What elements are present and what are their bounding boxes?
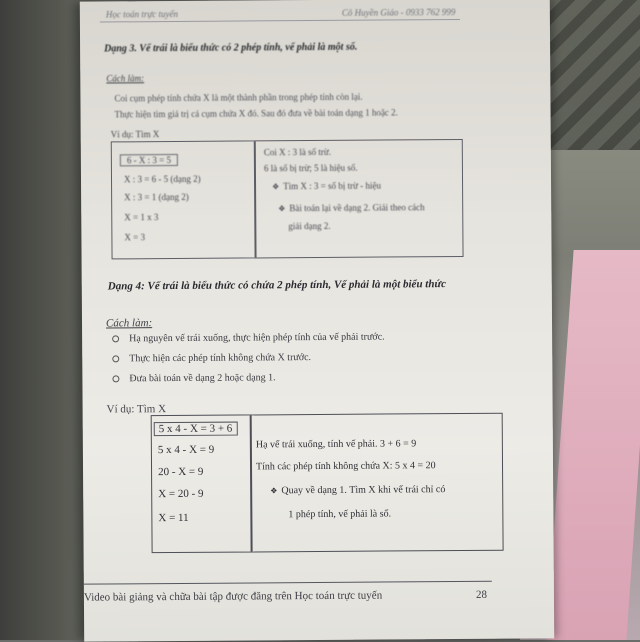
explanation-text: Tìm X : 3 = số bị trừ - hiệu xyxy=(283,180,381,192)
example-line: X : 3 = 1 (dạng 2) xyxy=(124,191,189,203)
explanation-line: 6 là số bị trừ; 5 là hiệu số. xyxy=(263,162,358,174)
footer-text: Video bài giảng và chữa bài tập được đăng trên Học toán trực tuyến xyxy=(83,589,383,604)
section-4-title: Dạng 4: Vế trái là biểu thức có chứa 2 phép tính, Vế phải là một biểu thức xyxy=(107,278,446,293)
section-3-example-box xyxy=(111,139,464,259)
example-line: X : 3 = 6 - 5 (dạng 2) xyxy=(123,173,201,185)
explanation-line xyxy=(270,484,445,496)
explanation-line: Tính các phép tính không chứa X: 5 x 4 = 20 xyxy=(255,460,436,473)
header-right-text: Cô Huyền Giáo - 0933 762 999 xyxy=(341,7,456,18)
explanation-line: giải dạng 2. xyxy=(288,220,331,232)
example-box-divider xyxy=(250,415,252,551)
bullet-text: Đưa bài toán về dạng 2 hoặc dạng 1. xyxy=(129,372,276,385)
section-4-example-box xyxy=(151,413,504,553)
explanation-line: 1 phép tính, vế phải là số. xyxy=(288,508,392,521)
header-rule xyxy=(100,19,460,23)
example-box-divider xyxy=(254,141,256,257)
page-number: 28 xyxy=(475,588,487,601)
example-line: X = 3 xyxy=(124,232,146,243)
example-line: X = 11 xyxy=(158,511,189,525)
example-line: X = 1 x 3 xyxy=(124,212,159,223)
section-3-step-2: Thực hiện tìm giá trị cả cụm chứa X đó. Sau đó đưa về bài toán dạng 1 hoặc 2. xyxy=(114,107,398,120)
circle-bullet-icon xyxy=(112,356,119,363)
example-line: 20 - X = 9 xyxy=(158,465,204,479)
book-page xyxy=(80,0,554,642)
diamond-bullet-icon: ❖ xyxy=(272,182,280,192)
section-3-example-label: Ví dụ: Tìm X xyxy=(110,129,160,140)
circle-bullet-icon xyxy=(112,376,119,383)
explanation-line: Hạ vế trái xuống, tính vế phải. 3 + 6 = 9 xyxy=(255,438,417,451)
circle-bullet-icon xyxy=(112,336,119,343)
header-left-text: Học toán trực tuyến xyxy=(105,8,179,20)
bullet-item xyxy=(112,352,311,364)
diamond-bullet-icon: ❖ xyxy=(270,486,278,496)
bullet-item xyxy=(112,332,385,345)
example-line: 5 x 4 - X = 9 xyxy=(157,443,215,457)
section-3-method-label: Cách làm: xyxy=(106,73,145,84)
section-4-example-label: Ví dụ: Tìm X xyxy=(106,403,167,416)
bullet-text: Hạ nguyên vế trái xuống, thực hiện phép tính của vế phải trước. xyxy=(129,331,385,345)
explanation-text: Bài toán lại về dạng 2. Giải theo cách xyxy=(289,202,425,214)
explanation-line xyxy=(278,202,424,213)
bullet-item xyxy=(112,372,275,384)
example-line: X = 20 - 9 xyxy=(158,487,204,501)
section-3-step-1: Coi cụm phép tính chứa X là một thành phần trong phép tính còn lại. xyxy=(114,91,363,104)
example-line: 5 x 4 - X = 3 + 6 xyxy=(154,422,238,437)
section-3-title: Dạng 3. Vế trái là biểu thức có 2 phép tính, vế phải là một số. xyxy=(104,41,358,55)
footer-rule xyxy=(84,581,492,585)
example-line: 6 - X : 3 = 5 xyxy=(120,154,178,166)
bullet-text: Thực hiện các phép tính không chứa X trước. xyxy=(129,352,312,365)
explanation-text: Quay về dạng 1. Tìm X khi vế trái chỉ có xyxy=(281,484,446,497)
diamond-bullet-icon: ❖ xyxy=(278,204,286,214)
explanation-line: Coi X : 3 là số trừ. xyxy=(263,146,332,158)
explanation-line xyxy=(272,181,381,192)
section-4-method-label: Cách làm: xyxy=(105,317,153,330)
